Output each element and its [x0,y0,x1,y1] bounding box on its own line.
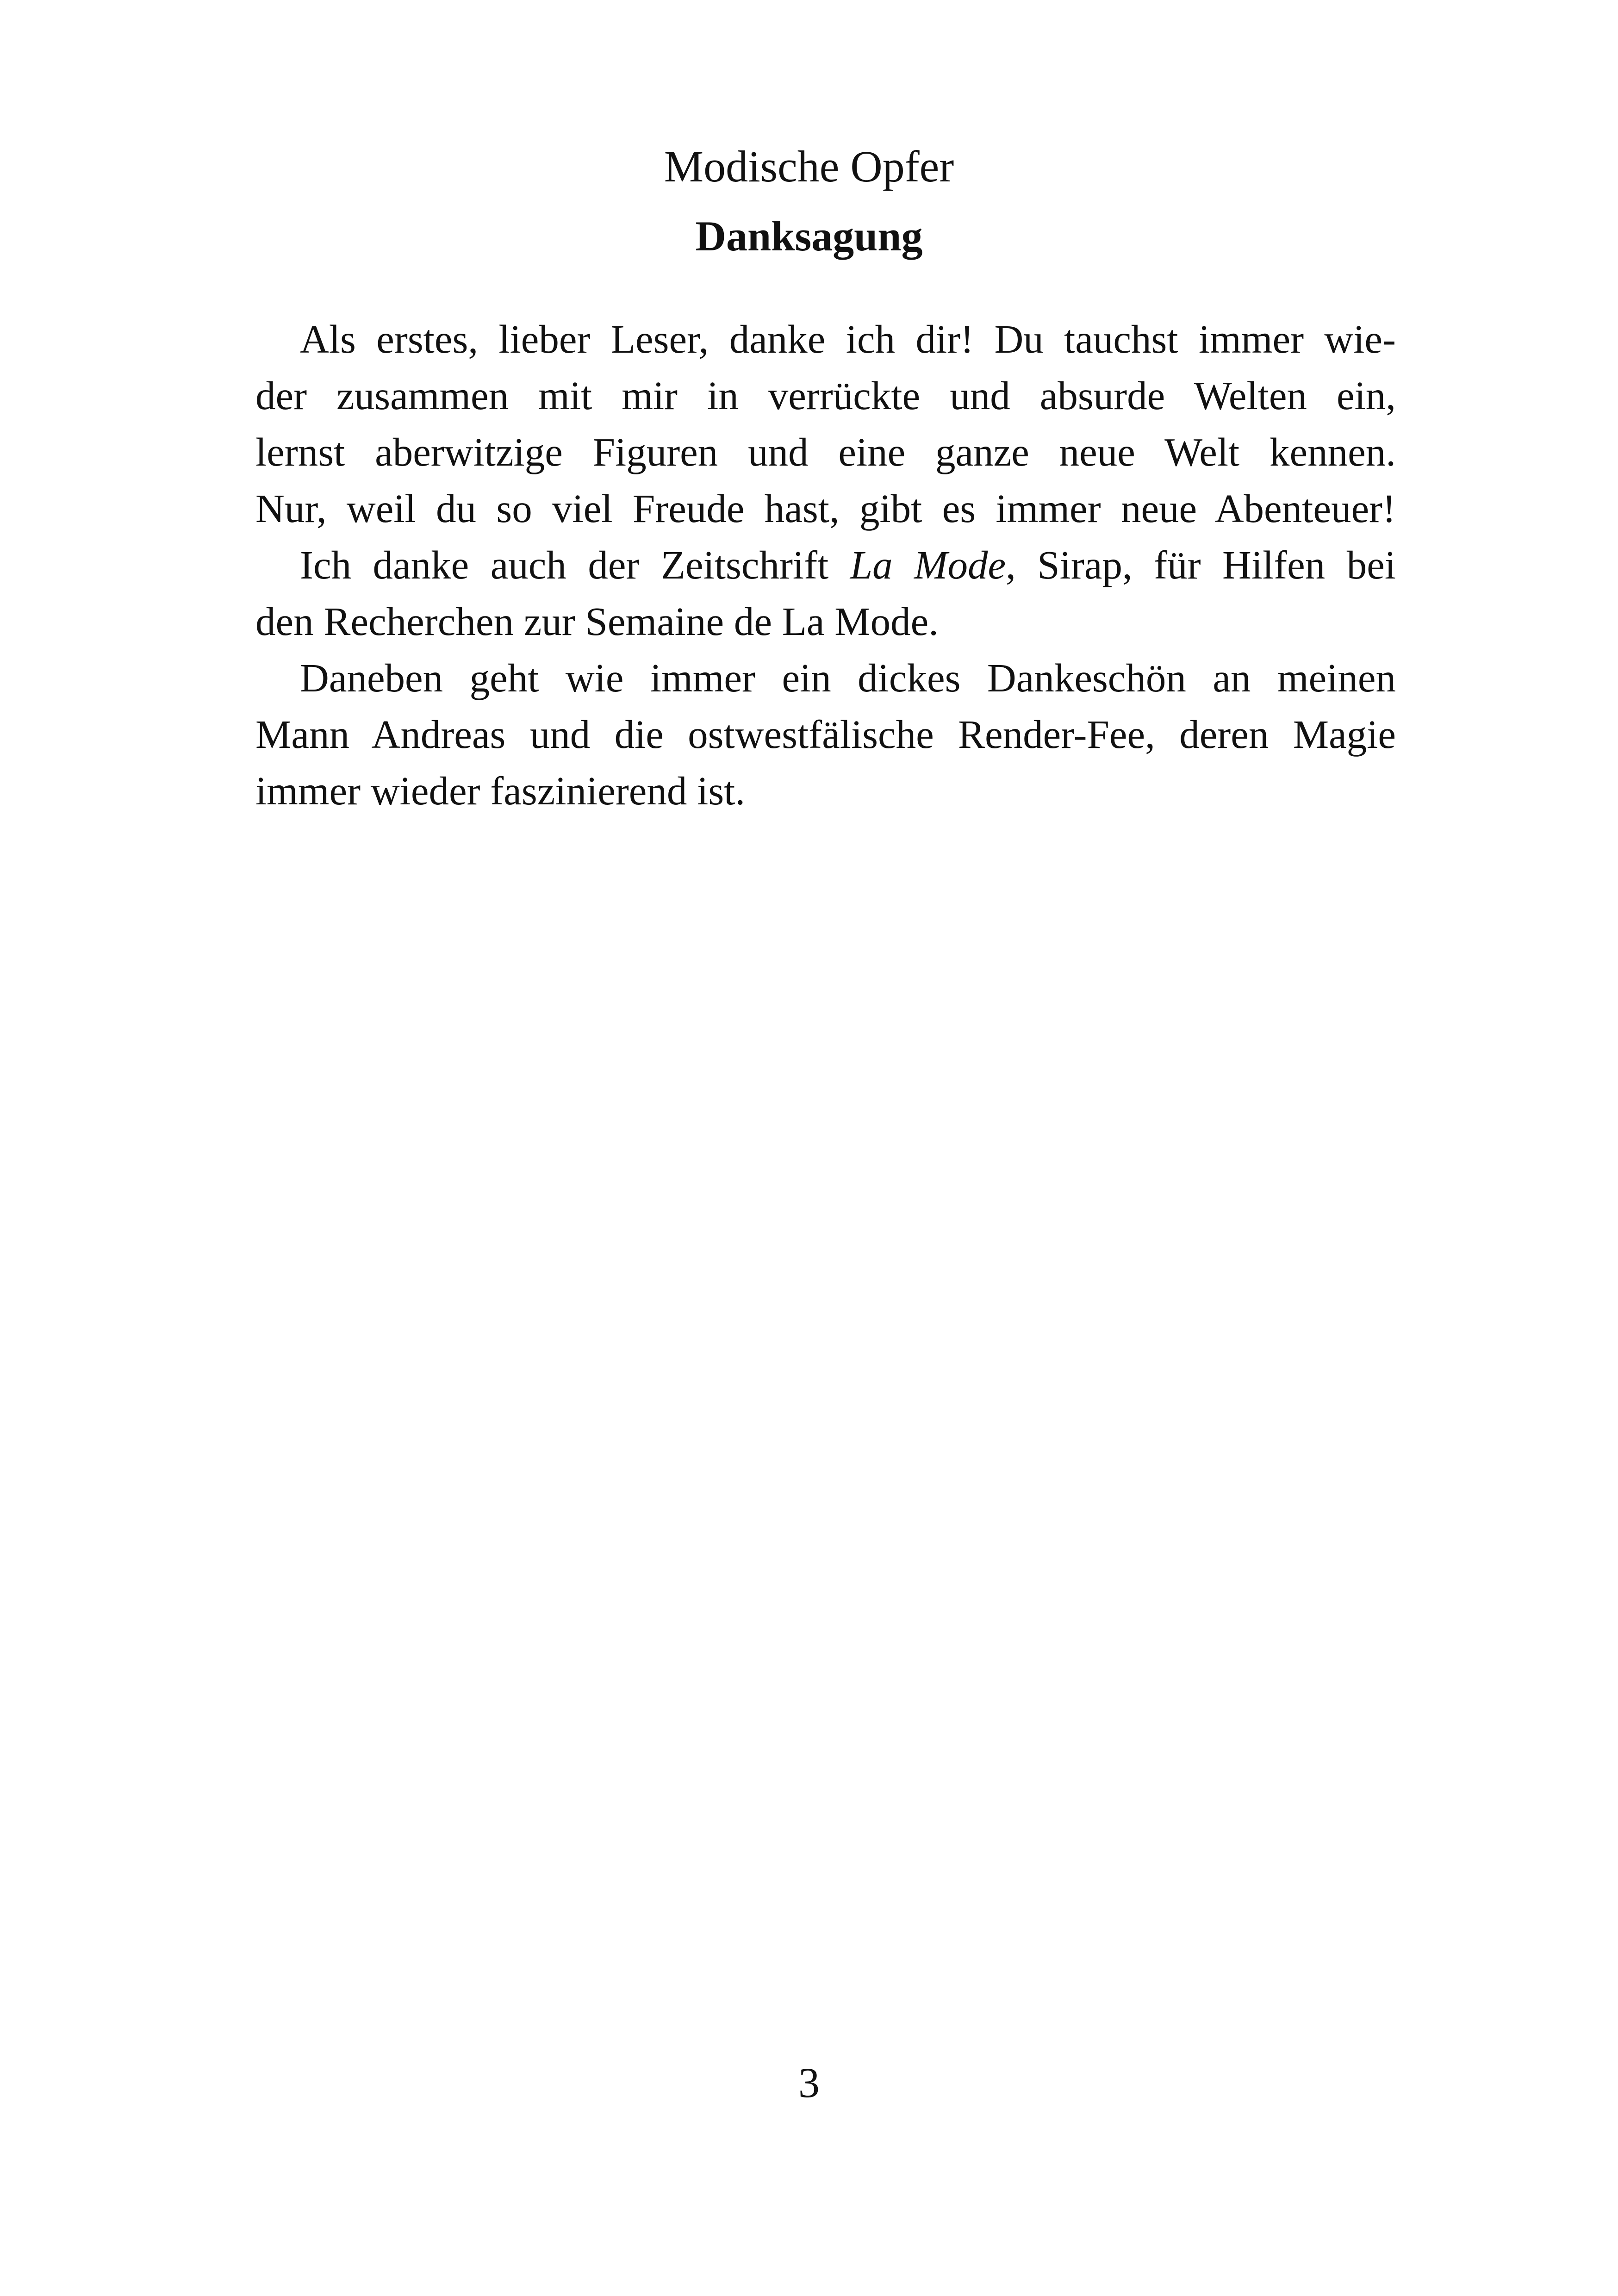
paragraph-2 [255,537,1396,650]
text-line: Als erstes, lieber Leser, danke ich dir! Du tauchst immer wie- [300,317,1396,361]
text-span: Ich danke auch der Zeitschrift [300,542,850,587]
magazine-title: La Mode [850,542,1006,587]
chapter-heading: Danksagung [695,212,923,260]
text-line: lernst aberwitzige Figuren und eine ganze neue Welt kennen. [255,429,1396,474]
text-line: der zusammen mit mir in verrückte und absurde Welten ein, [255,373,1396,418]
text-line: Nur, weil du so viel Freude hast, gibt es immer neue Abenteuer! [255,486,1396,531]
text-span: , Sirap, für Hilfen bei [1006,542,1396,587]
text-line: Mann Andreas und die ostwestfälische Render-Fee, deren Magie [255,712,1396,757]
paragraph-1 [255,311,1396,537]
text-line: den Recherchen zur Semaine de La Mode. [255,599,939,644]
text-line: immer wieder faszinierend ist. [255,768,746,813]
text-line [255,537,1396,593]
body-text [255,311,1396,819]
paragraph-3 [255,650,1396,819]
page-number: 3 [798,2059,820,2106]
text-line: Daneben geht wie immer ein dickes Dankeschön an meinen [300,655,1396,700]
book-title: Modische Opfer [664,142,954,191]
